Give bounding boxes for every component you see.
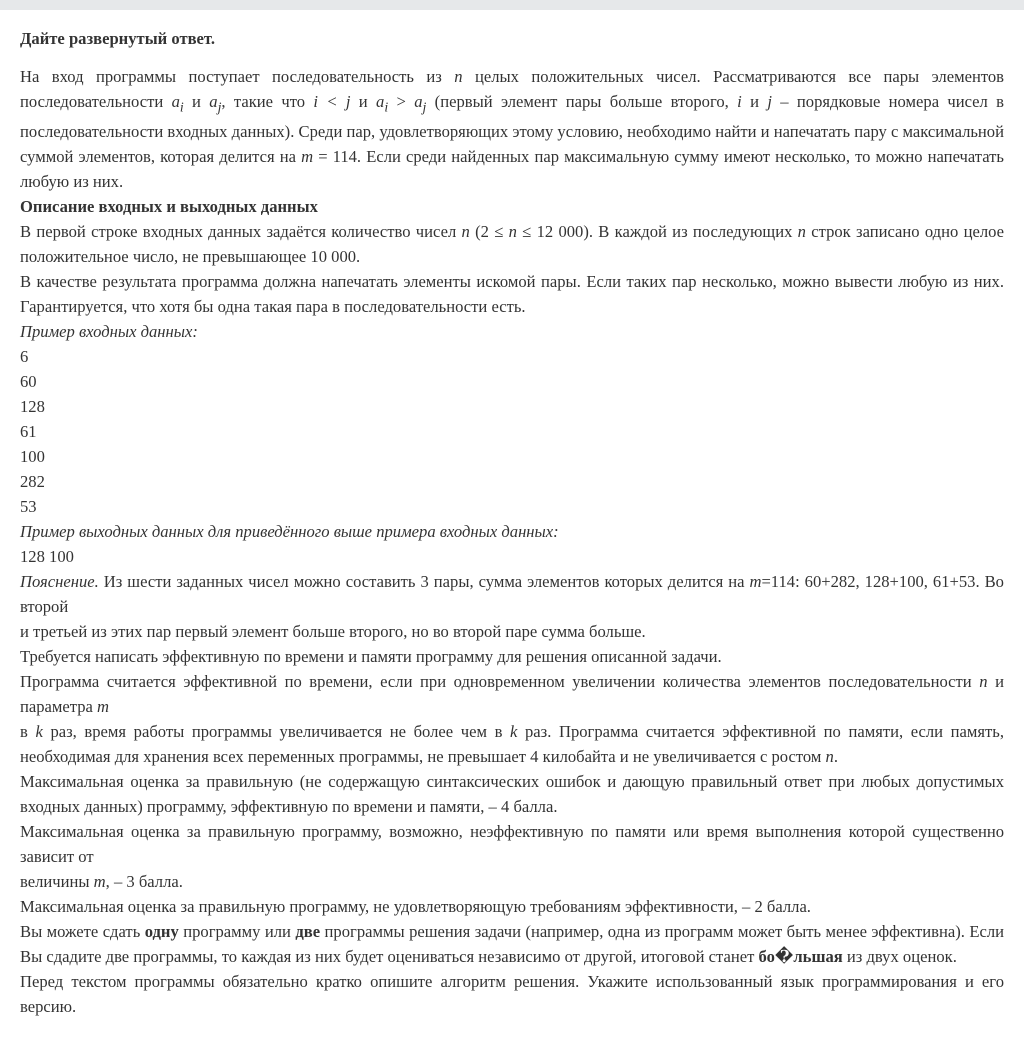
var-a: a bbox=[376, 92, 385, 111]
text: раз, время работы программы увеличивается не более чем в bbox=[42, 722, 511, 742]
text: , такие что bbox=[221, 92, 314, 111]
var-m: m bbox=[301, 147, 314, 167]
example-input-line: 6 bbox=[20, 347, 29, 367]
grading-3-points-continued bbox=[20, 869, 1004, 894]
sub-j: j bbox=[422, 99, 427, 115]
text: в bbox=[20, 722, 36, 742]
var-a: a bbox=[209, 92, 218, 111]
var-n: n bbox=[508, 222, 517, 242]
task-content bbox=[0, 10, 1024, 1019]
top-bar bbox=[0, 0, 1024, 10]
text: В первой строке входных данных задаётся количество чисел bbox=[20, 222, 462, 242]
text: > bbox=[388, 92, 415, 111]
explanation-label: Пояснение. bbox=[20, 572, 99, 592]
final-instruction: Перед текстом программы обязательно кратко опишите алгоритм решения. Укажите использованный язык программирования и его версию. bbox=[20, 972, 1004, 1017]
text: раз. Программа считается эффективной по памяти, если память, необходимая для хранения всех переменных программы, не превышает 4 килобайта и не увеличивается с ростом bbox=[20, 722, 1004, 767]
example-input-line: 61 bbox=[20, 422, 37, 442]
text: Программа считается эффективной по времени, если при одновременном увеличении количества элементов последовательности bbox=[20, 672, 980, 692]
text: – порядковые номера чисел в последовательности входных данных). Среди пар, удовлетворяющих этому условию, необходимо найти и напечатать пару с максимальной суммой элементов, которая делится на bbox=[20, 92, 1005, 167]
grading-4-points: Максимальная оценка за правильную (не содержащую синтаксических ошибок и дающую правильный ответ при любых допустимых входных данных) программу, эффективную по времени и памяти, – 4 балла. bbox=[20, 772, 1004, 817]
example-output: 128 100 bbox=[20, 547, 74, 567]
text: программу или bbox=[178, 922, 296, 942]
example-output-label: Пример выходных данных для приведённого выше примера входных данных: bbox=[20, 522, 559, 542]
time-efficiency-definition bbox=[20, 669, 1004, 719]
text: и параметра bbox=[20, 672, 1004, 717]
text: и bbox=[183, 92, 210, 111]
efficiency-requirement: Требуется написать эффективную по времени и памяти программу для решения описанной задачи. bbox=[20, 647, 722, 667]
text: целых положительных чисел. Рассматриваются все пары элементов последовательности bbox=[20, 67, 1004, 111]
example-input-line: 53 bbox=[20, 497, 37, 517]
submission-rules bbox=[20, 919, 1004, 969]
var-a: a bbox=[171, 92, 180, 111]
emphasis-one: одну bbox=[144, 922, 179, 942]
sub-i: i bbox=[179, 99, 184, 115]
text: (2 ≤ bbox=[469, 222, 509, 242]
emphasis-broken-glyph: �льшая bbox=[774, 947, 843, 967]
text: ≤ 12 000). В каждой из последующих bbox=[516, 222, 798, 242]
text: . bbox=[833, 747, 838, 767]
text: и bbox=[350, 92, 377, 111]
problem-statement bbox=[20, 64, 1004, 194]
text: и bbox=[741, 92, 768, 111]
text: Вы можете сдать bbox=[20, 922, 145, 942]
example-input-label: Пример входных данных: bbox=[20, 322, 198, 342]
output-description: В качестве результата программа должна напечатать элементы искомой пары. Если таких пар несколько, можно вывести любую из них. Гарантируется, что хотя бы одна такая пара в последовательности есть. bbox=[20, 272, 1004, 317]
input-description bbox=[20, 219, 1004, 269]
grading-3-points: Максимальная оценка за правильную программу, возможно, неэффективную по памяти или время выполнения которой существенно зависит от bbox=[20, 822, 1004, 867]
var-a: a bbox=[414, 92, 423, 111]
var-n: n bbox=[797, 222, 806, 242]
example-input-line: 60 bbox=[20, 372, 37, 392]
text: На вход программы поступает последовательность из bbox=[20, 67, 455, 86]
var-m: m bbox=[749, 572, 762, 592]
sub-j: j bbox=[217, 99, 222, 115]
var-n: n bbox=[454, 67, 463, 86]
var-n: n bbox=[825, 747, 834, 767]
example-input-block bbox=[20, 344, 1004, 519]
text: Из шести заданных чисел можно составить 3 пары, сумма элементов которых делится на bbox=[98, 572, 750, 592]
var-n: n bbox=[461, 222, 470, 242]
explanation bbox=[20, 569, 1004, 619]
explanation-continued: и третьей из этих пар первый элемент больше второго, но во второй паре сумма больше. bbox=[20, 622, 646, 642]
grading-2-points: Максимальная оценка за правильную программу, не удовлетворяющую требованиям эффективности, – 2 балла. bbox=[20, 897, 811, 917]
var-k: k bbox=[510, 722, 518, 742]
condition-i-lt-j: i < j bbox=[313, 92, 351, 111]
text: из двух оценок. bbox=[842, 947, 957, 967]
emphasis-two: две bbox=[295, 922, 321, 942]
emphasis-bo: бо bbox=[758, 947, 775, 967]
text: (первый элемент пары больше второго, bbox=[426, 92, 738, 111]
example-input-line: 282 bbox=[20, 472, 45, 492]
var-j: j bbox=[767, 92, 772, 111]
text: строк записано одно целое положительное число, не превышающее 10 000. bbox=[20, 222, 1004, 267]
example-input-line: 128 bbox=[20, 397, 45, 417]
io-heading: Описание входных и выходных данных bbox=[20, 197, 318, 217]
var-i: i bbox=[737, 92, 742, 111]
text: = 114. Если среди найденных пар максимальную сумму имеют несколько, то можно напечатать любую из них. bbox=[20, 147, 1005, 192]
var-k: k bbox=[35, 722, 43, 742]
memory-efficiency-definition bbox=[20, 719, 1004, 769]
example-input-line: 100 bbox=[20, 447, 45, 467]
task-heading: Дайте развернутый ответ. bbox=[20, 29, 215, 48]
text: =114: 60+282, 128+100, 61+53. Во второй bbox=[20, 572, 1004, 617]
var-m: m bbox=[93, 872, 106, 892]
var-n: n bbox=[979, 672, 988, 692]
var-m: m bbox=[97, 697, 110, 717]
text: величины bbox=[20, 872, 94, 892]
text: программы решения задачи (например, одна из программ может быть менее эффективна). Если Вы сдадите две программы, то каждая из них будет оцениваться независимо от другой, итоговой станет bbox=[20, 922, 1005, 967]
sub-i: i bbox=[384, 99, 389, 115]
text: , – 3 балла. bbox=[105, 872, 183, 892]
